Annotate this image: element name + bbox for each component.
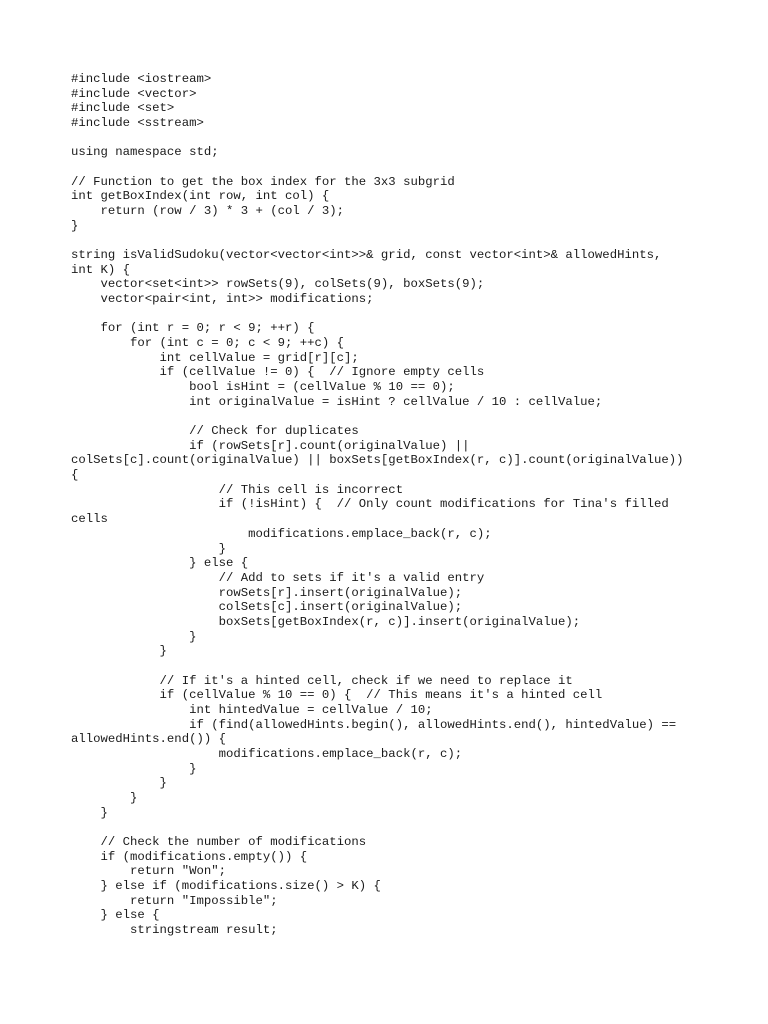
code-line: for (int c = 0; c < 9; ++c) { xyxy=(71,336,345,351)
code-line: } xyxy=(71,761,197,776)
code-line: return (row / 3) * 3 + (col / 3); xyxy=(71,204,345,219)
code-line: int cellValue = grid[r][c]; xyxy=(71,350,359,365)
code-line: } xyxy=(71,805,108,820)
code-line: } else { xyxy=(71,908,160,923)
code-line: } else if (modifications.size() > K) { xyxy=(71,878,381,893)
code-line: #include <set> xyxy=(71,101,175,116)
code-line: #include <vector> xyxy=(71,86,197,101)
code-line: } xyxy=(71,541,226,556)
code-line: return "Impossible"; xyxy=(71,893,278,908)
code-line xyxy=(71,409,711,424)
code-line: colSets[c].insert(originalValue); xyxy=(71,600,463,615)
code-line: modifications.emplace_back(r, c); xyxy=(71,746,463,761)
code-line: if (cellValue != 0) { // Ignore empty cells xyxy=(71,365,485,380)
code-line: if (find(allowedHints.begin(), allowedHints.end(), hintedValue) == xyxy=(71,717,677,732)
code-line: stringstream result; xyxy=(71,922,278,937)
code-line: if (cellValue % 10 == 0) { // This means it's a hinted cell xyxy=(71,688,603,703)
code-line: } xyxy=(71,790,138,805)
code-line xyxy=(71,820,711,835)
code-line: // Add to sets if it's a valid entry xyxy=(71,570,485,585)
code-line: if (modifications.empty()) { xyxy=(71,849,308,864)
code-line xyxy=(71,307,711,322)
code-line: } xyxy=(71,644,167,659)
code-line: vector<set<int>> rowSets(9), colSets(9), boxSets(9); xyxy=(71,277,485,292)
code-line: for (int r = 0; r < 9; ++r) { xyxy=(71,321,315,336)
code-line: { xyxy=(71,468,79,483)
code-line: int K) { xyxy=(71,262,131,277)
code-line: int getBoxIndex(int row, int col) { xyxy=(71,189,330,204)
code-line xyxy=(71,233,711,248)
code-line: } xyxy=(71,629,197,644)
code-block xyxy=(71,72,711,938)
code-line: boxSets[getBoxIndex(r, c)].insert(originalValue); xyxy=(71,614,581,629)
code-line: // If it's a hinted cell, check if we need to replace it xyxy=(71,673,573,688)
code-line: vector<pair<int, int>> modifications; xyxy=(71,292,374,307)
code-line: // Check for duplicates xyxy=(71,424,359,439)
code-line: cells xyxy=(71,512,108,527)
code-line: bool isHint = (cellValue % 10 == 0); xyxy=(71,380,455,395)
code-line: } else { xyxy=(71,556,249,571)
code-line: using namespace std; xyxy=(71,145,219,160)
code-line: // Check the number of modifications xyxy=(71,834,367,849)
code-line: int originalValue = isHint ? cellValue / 10 : cellValue; xyxy=(71,394,603,409)
code-line: if (rowSets[r].count(originalValue) || xyxy=(71,438,470,453)
code-line xyxy=(71,131,711,146)
code-line: } xyxy=(71,776,167,791)
code-line xyxy=(71,160,711,175)
code-line: return "Won"; xyxy=(71,864,226,879)
code-line: #include <iostream> xyxy=(71,72,212,86)
code-line: // This cell is incorrect xyxy=(71,482,404,497)
code-line: #include <sstream> xyxy=(71,116,204,131)
code-line: modifications.emplace_back(r, c); xyxy=(71,526,492,541)
code-line: string isValidSudoku(vector<vector<int>>& grid, const vector<int>& allowedHints, xyxy=(71,248,662,263)
code-line xyxy=(71,659,711,674)
code-line: rowSets[r].insert(originalValue); xyxy=(71,585,463,600)
code-line: if (!isHint) { // Only count modifications for Tina's filled xyxy=(71,497,669,512)
code-line: allowedHints.end()) { xyxy=(71,732,226,747)
code-line: // Function to get the box index for the 3x3 subgrid xyxy=(71,174,455,189)
code-line: colSets[c].count(originalValue) || boxSets[getBoxIndex(r, c)].count(originalValue)) xyxy=(71,453,684,468)
code-line: int hintedValue = cellValue / 10; xyxy=(71,702,433,717)
code-line: } xyxy=(71,218,79,233)
